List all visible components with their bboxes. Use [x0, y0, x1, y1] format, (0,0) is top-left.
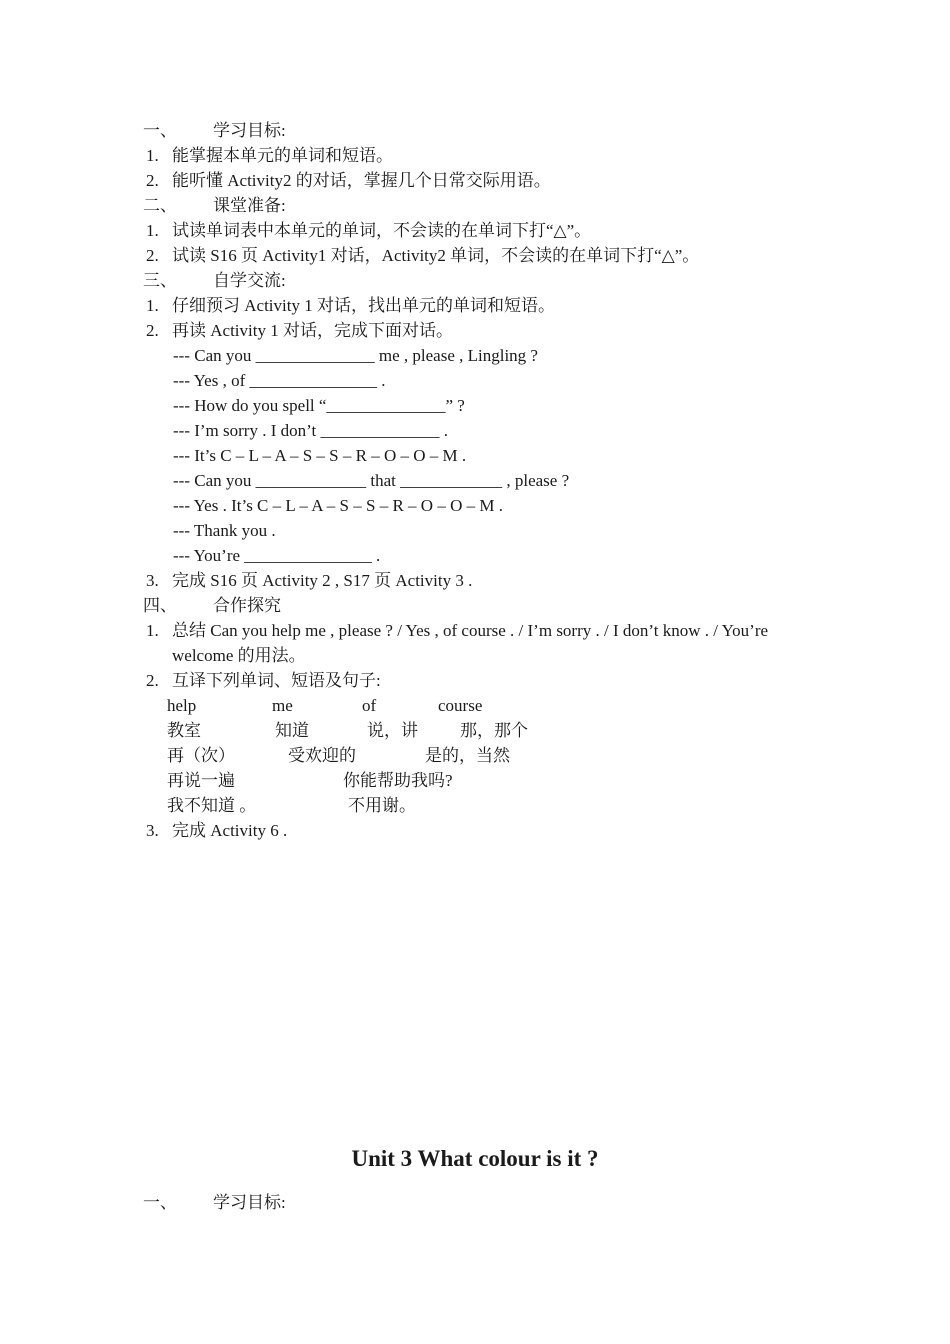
dialog-line: [0, 518, 950, 543]
list-item: [0, 668, 950, 693]
item-text: 互译下列单词、短语及句子:: [172, 671, 381, 690]
table-cell: 知道: [275, 721, 309, 740]
table-cell: 不用谢。: [348, 796, 416, 815]
item-text: 试读 S16 页 Activity1 对话，Activity2 单词，不会读的在单词下打“△”。: [172, 246, 700, 265]
section-marker: 一、: [143, 121, 177, 140]
section-title: 课堂准备:: [213, 196, 286, 215]
section-heading-4: [0, 593, 950, 618]
section-title: 学习目标:: [213, 1193, 286, 1212]
dialog-line: [0, 493, 950, 518]
dialog-line: [0, 368, 950, 393]
table-cell: help: [167, 696, 197, 715]
item-text: 完成 S16 页 Activity 2 , S17 页 Activity 3 .: [172, 571, 473, 590]
unit3-section-heading: [0, 1190, 950, 1215]
item-number: 2.: [146, 171, 159, 190]
table-row: [0, 743, 950, 768]
item-number: 1.: [146, 296, 159, 315]
table-cell: 受欢迎的: [288, 746, 356, 765]
dialog-text: --- Thank you .: [173, 521, 276, 540]
list-item: [0, 168, 950, 193]
table-cell: course: [438, 696, 483, 715]
dialog-text: --- It’s C – L – A – S – S – R – O – O – M .: [173, 446, 467, 465]
section-marker: 一、: [143, 1193, 177, 1212]
dialog-text: --- Can you ______________ me , please , Lingling ?: [173, 346, 538, 365]
section-marker: 四、: [143, 596, 177, 615]
item-number: 3.: [146, 571, 159, 590]
section-marker: 二、: [143, 196, 177, 215]
list-item: [0, 618, 950, 643]
list-item: [0, 293, 950, 318]
table-cell: 教室: [167, 721, 201, 740]
dialog-text: --- I’m sorry . I don’t ______________ .: [173, 421, 448, 440]
dialog-line: [0, 443, 950, 468]
list-item-continuation: [0, 643, 950, 668]
table-cell: 我不知道 。: [167, 796, 257, 815]
table-row: [0, 718, 950, 743]
item-number: 2.: [146, 671, 159, 690]
table-cell: 再说一遍: [167, 771, 235, 790]
section-heading-3: [0, 268, 950, 293]
section-heading-1: [0, 1190, 950, 1215]
table-cell: 再（次）: [167, 746, 235, 765]
item-number: 1.: [146, 146, 159, 165]
table-cell: me: [272, 696, 293, 715]
item-text: 能掌握本单元的单词和短语。: [172, 146, 393, 165]
item-number: 1.: [146, 621, 159, 640]
section-title: 自学交流:: [213, 271, 286, 290]
dialog-line: [0, 393, 950, 418]
item-text: 仔细预习 Activity 1 对话，找出单元的单词和短语。: [172, 296, 555, 315]
section-marker: 三、: [143, 271, 177, 290]
table-cell: of: [362, 696, 377, 715]
item-text: 再读 Activity 1 对话，完成下面对话。: [172, 321, 453, 340]
dialog-text: --- Yes , of _______________ .: [173, 371, 386, 390]
dialog-line: [0, 418, 950, 443]
dialog-line: [0, 343, 950, 368]
table-row: [0, 793, 950, 818]
item-number: 2.: [146, 246, 159, 265]
table-row: [0, 693, 950, 718]
section-title: 合作探究: [213, 596, 281, 615]
item-number: 1.: [146, 221, 159, 240]
section-title: 学习目标:: [213, 121, 286, 140]
table-cell: 你能帮助我吗?: [343, 771, 453, 790]
item-text-wrap: welcome 的用法。: [172, 646, 306, 665]
dialog-line: [0, 543, 950, 568]
dialog-text: --- You’re _______________ .: [173, 546, 381, 565]
list-item: [0, 143, 950, 168]
section-heading-1: [0, 118, 950, 143]
unit3-page-title: Unit 3 What colour is it ?: [351, 1146, 599, 1171]
dialog-line: [0, 468, 950, 493]
item-text: 完成 Activity 6 .: [172, 821, 288, 840]
item-number: 3.: [146, 821, 159, 840]
item-text: 能听懂 Activity2 的对话，掌握几个日常交际用语。: [172, 171, 551, 190]
dialog-text: --- Can you _____________ that ____________ , please ?: [173, 471, 570, 490]
table-row: [0, 768, 950, 793]
worksheet-body: [0, 118, 950, 843]
item-text: 总结 Can you help me , please ? / Yes , of course . / I’m sorry . / I don’t know . / You’re: [172, 621, 769, 640]
item-number: 2.: [146, 321, 159, 340]
list-item: [0, 568, 950, 593]
dialog-text: --- How do you spell “______________” ?: [173, 396, 465, 415]
list-item: [0, 318, 950, 343]
dialog-text: --- Yes . It’s C – L – A – S – S – R – O – O – M .: [173, 496, 503, 515]
list-item: [0, 818, 950, 843]
list-item: [0, 218, 950, 243]
list-item: [0, 243, 950, 268]
table-cell: 那，那个: [460, 721, 528, 740]
item-text: 试读单词表中本单元的单词，不会读的在单词下打“△”。: [172, 221, 592, 240]
table-cell: 说，讲: [367, 721, 418, 740]
section-heading-2: [0, 193, 950, 218]
table-cell: 是的，当然: [425, 746, 510, 765]
